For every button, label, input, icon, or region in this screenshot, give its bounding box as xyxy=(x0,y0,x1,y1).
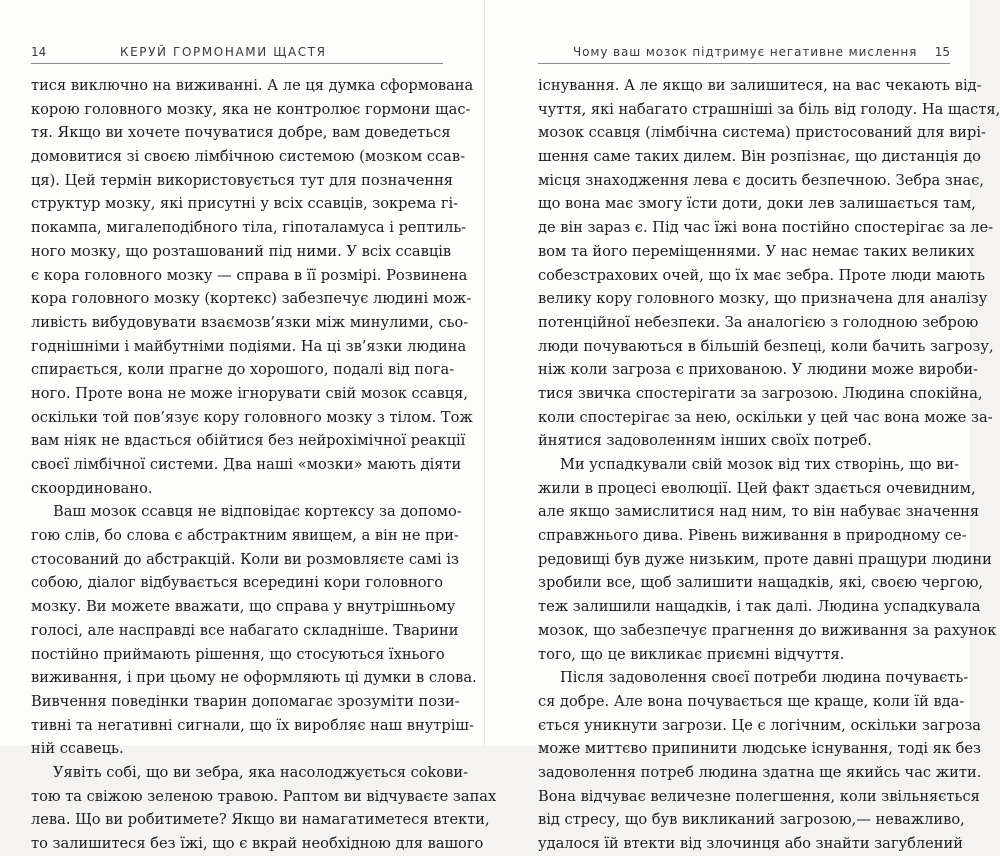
text-line: ливість вибудовувати взаємозв’язки між минулими, сьо- xyxy=(31,313,469,331)
text-line: Після задоволення своєї потреби людина почуваєть- xyxy=(560,669,969,687)
text-line: то залишитеся без їжі, що є вкрай необхідною для вашого xyxy=(31,835,484,852)
right-running-head xyxy=(538,45,950,64)
text-line: що вона має змогу їсти доти, доки лев залишається там, xyxy=(538,195,976,213)
text-line: лева. Що ви робитимете? Якщо ви намагатиметеся втекти, xyxy=(31,811,490,829)
text-line: існування. А ле якщо ви залишитеся, на вас чекають від- xyxy=(538,77,982,94)
text-line: структур мозку, які присутні у всіх ссавців, зокрема гі- xyxy=(31,195,459,213)
text-line: жили в процесі еволюції. Цей факт здається очевидним, xyxy=(538,479,976,497)
text-line: де він зараз є. Під час їжі вона постійно спостерігає за ле- xyxy=(538,219,994,237)
text-line: Ми успадкували свій мозок від тих створінь, що ви- xyxy=(560,456,960,473)
text-line: ній ссавець. xyxy=(31,740,124,758)
text-line: оскільки той пов’язує кору головного мозку з тілом. Тож xyxy=(31,408,473,426)
text-line: собою, діалог відбувається всередині кори головного xyxy=(31,574,443,592)
text-line: коли спостерігає за нею, оскільки у цей час вона може за- xyxy=(538,408,993,426)
text-line: Ваш мозок ссавця не відповідає кортексу за допомо- xyxy=(53,503,462,521)
text-line: Уявіть собі, що ви зебра, яка насолоджується cokoви- xyxy=(53,763,469,781)
text-line: шення саме таких дилем. Він розпізнає, що дистанція до xyxy=(538,148,981,166)
text-line: своєї лімбічної системи. Два наші «мозки» мають діяти xyxy=(31,456,462,473)
text-line: тися звичка спостерігати за загрозою. Людина спокійна, xyxy=(538,384,983,402)
text-line: може миттєво припинити людське існування, тоді як без xyxy=(538,740,982,758)
text-line: ся добре. Але вона почувається ще краще, коли їй вда- xyxy=(538,692,965,710)
book-title: КЕРУЙ ГОРМОНАМИ ЩАСТЯ xyxy=(120,45,327,59)
text-line: від стресу, що був викликаний загрозою,— неважливо, xyxy=(538,811,965,829)
text-line: але якщо замислитися над ним, то він набуває значення xyxy=(538,503,980,521)
text-line: голосі, але насправді все набагато складніше. Тварини xyxy=(31,621,459,639)
text-line: Вона відчуває величезне полегшення, коли звільняється xyxy=(538,787,980,805)
text-line: чуття, які набагато страшніші за біль від голоду. На щастя, xyxy=(538,100,1000,118)
text-line: домовитися зі своєю лімбічною системою (мозком ссав- xyxy=(31,148,466,166)
text-line: тивні та негативні сигнали, що їх виробляє наш внутріш- xyxy=(31,716,474,734)
text-line: спирається, коли прагне до хорошого, подалі від пога- xyxy=(31,361,455,379)
chapter-title: Чому ваш мозок підтримує негативне мислення xyxy=(573,45,918,59)
text-line: тою та свіжою зеленою травою. Раптом ви відчуваєте запах xyxy=(31,787,497,805)
text-line: мозок ссавця (лімбічна система) пристосований для вирі- xyxy=(538,124,986,142)
text-line: вом та його переміщеннями. У нас немає таких великих xyxy=(538,242,975,260)
right-body-text xyxy=(538,74,1000,856)
text-line: велику кору головного мозку, що призначена для аналізу xyxy=(538,290,988,308)
text-line: мозку. Ви можете вважати, що справа у внутрішньому xyxy=(31,598,456,616)
text-line: удалося їй втекти від злочинця або знайти загублений xyxy=(538,835,963,852)
text-line: теж залишили нащадків, і так далі. Людина успадкувала xyxy=(538,598,981,616)
left-body-text xyxy=(31,74,497,856)
text-line: кора головного мозку (кортекс) забезпечує людині мож- xyxy=(31,290,472,308)
text-line: скоординовано. xyxy=(31,479,153,497)
text-line: ця). Цей термін використовується тут для позначення xyxy=(31,171,454,189)
text-line: зробили все, щоб залишити нащадків, які, своєю чергою, xyxy=(538,574,984,592)
text-line: задоволення потреб людина здатна ще якийсь час жити. xyxy=(538,763,982,781)
page-number: 14 xyxy=(31,45,47,59)
text-line: годнішніми і майбутніми подіями. На ці зв’язки людина xyxy=(31,337,467,355)
text-line: ного. Проте вона не може ігнорувати свій мозок ссавця, xyxy=(31,384,469,402)
text-line: виживання, і при цьому не оформляють ці думки в слова. xyxy=(31,669,477,687)
text-line: постійно приймають рішення, що стосуються їхнього xyxy=(31,645,445,663)
text-line: того, що це викликає приємні відчуття. xyxy=(538,645,845,663)
left-running-head xyxy=(31,45,443,64)
text-line: покампа, мигалеподібного тіла, гіпоталамуса і рептиль- xyxy=(31,219,467,237)
text-line: місця знаходження лева є досить безпечною. Зебра знає, xyxy=(538,171,985,189)
text-line: гою слів, бо слова є абстрактним явищем, а він не при- xyxy=(31,527,459,545)
text-line: справжнього дива. Рівень виживання в природному се- xyxy=(538,527,967,545)
page-number: 15 xyxy=(934,45,950,59)
text-line: ніж коли загроза є прихованою. У людини може вироби- xyxy=(538,361,979,379)
text-line: корою головного мозку, яка не контролює гормони щас- xyxy=(31,100,471,118)
text-line: люди почуваються в більшій безпеці, коли бачить загрозу, xyxy=(538,337,994,355)
text-line: мозок, що забезпечує прагнення до виживання за рахунок xyxy=(538,621,997,639)
text-line: є кора головного мозку — справа в її розмірі. Розвинена xyxy=(31,266,468,284)
text-line: собезстрахових очей, що їх має зебра. Проте люди мають xyxy=(538,266,985,284)
text-line: вам ніяк не вдасться обійтися без нейрохімічної реакції xyxy=(31,432,466,450)
text-line: редовищі був дуже низьким, проте давні пращури людини xyxy=(538,550,992,568)
text-line: ється уникнути загрози. Це є логічним, оскільки загроза xyxy=(538,716,981,734)
left-page xyxy=(0,0,497,852)
right-page xyxy=(485,0,1000,852)
text-line: ного мозку, що розташований під ними. У всіх ссавців xyxy=(31,242,452,260)
text-line: стосований до абстракцій. Коли ви розмовляєте самі із xyxy=(31,550,459,568)
text-line: тися виключно на виживанні. А ле ця думка сформована xyxy=(31,77,474,94)
text-line: йнятися задоволенням інших своїх потреб. xyxy=(538,432,872,450)
text-line: тя. Якщо ви хочете почуватися добре, вам доведеться xyxy=(31,124,451,142)
text-line: потенційної небезпеки. За аналогією з голодною зеброю xyxy=(538,313,979,331)
text-line: Вивчення поведінки тварин допомагає зрозуміти пози- xyxy=(31,692,460,710)
